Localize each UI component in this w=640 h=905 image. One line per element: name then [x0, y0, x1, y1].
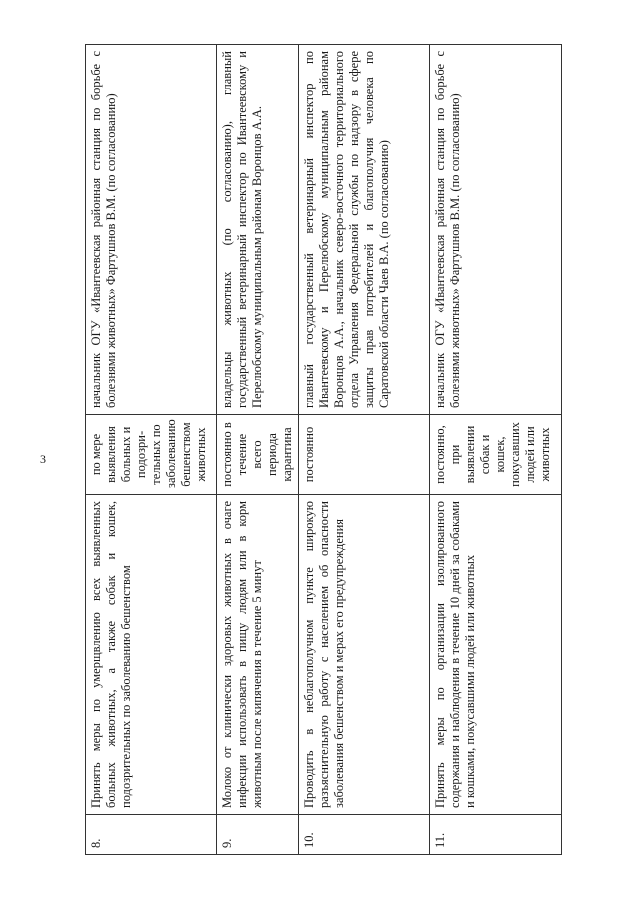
measure-description: Молоко от клинически здоровых животных в очаге инфекции использовать в пищу людям или в корм животным после кипячения в течение 5 минут: [217, 495, 299, 815]
page-number: 3: [40, 452, 46, 466]
table-row: [430, 45, 562, 855]
measures-table: [85, 44, 562, 855]
row-number: 8.: [86, 815, 217, 855]
measure-responsible: начальник ОГУ «Ивантеевская районная станция по борьбе с болезнями животных» Фартушнов В.М. (по согласованию): [430, 45, 562, 415]
measure-responsible: владельцы животных (по согласованию), главный государственный ветеринарный инспектор по Ивантеевскому и Перелюбскому муниципальным районам Воронцов А.А.: [217, 45, 299, 415]
row-number: 9.: [217, 815, 299, 855]
measure-responsible: начальник ОГУ «Ивантеевская районная станция по борьбе с болезнями животных» Фартушнов В.М. (по согласованию): [86, 45, 217, 415]
table-row: [217, 45, 299, 855]
measure-responsible: главный государственный ветеринарный инспектор по Ивантеевскому и Перелюбскому муниципальным районам Воронцов А.А., начальник северо-восточного территориального отдела Управления Федеральной службы по надзору в сфере защиты прав потребителей и благополучия человека по Саратовской области Чаев В.А. (по согласованию): [299, 45, 430, 415]
rotated-table-container: [85, 45, 554, 855]
measure-description: Проводить в неблагополучном пункте широкую разъяснительную работу с населением об опасности заболевания бешенством и мерах его предупреждения: [299, 495, 430, 815]
measure-description: Принять меры по умерщвлению всех выявленных больных животных, а также собак и кошек, подозрительных по заболеванию бешенством: [86, 495, 217, 815]
measure-period: постоянно: [299, 415, 430, 495]
measure-period: по мере выявления больных и подозри-тельных по заболеванию бешенством животных: [86, 415, 217, 495]
row-number: 11.: [430, 815, 562, 855]
table-row: [299, 45, 430, 855]
measure-period: постоянно, при выявлении собак и кошек, покусавших людей или животных: [430, 415, 562, 495]
measure-period: постоянно в течение всего периода карантина: [217, 415, 299, 495]
table-row: [86, 45, 217, 855]
row-number: 10.: [299, 815, 430, 855]
measure-description: Принять меры по организации изолированного содержания и наблюдения в течение 10 дней за собаками и кошками, покусавшими людей или животных: [430, 495, 562, 815]
